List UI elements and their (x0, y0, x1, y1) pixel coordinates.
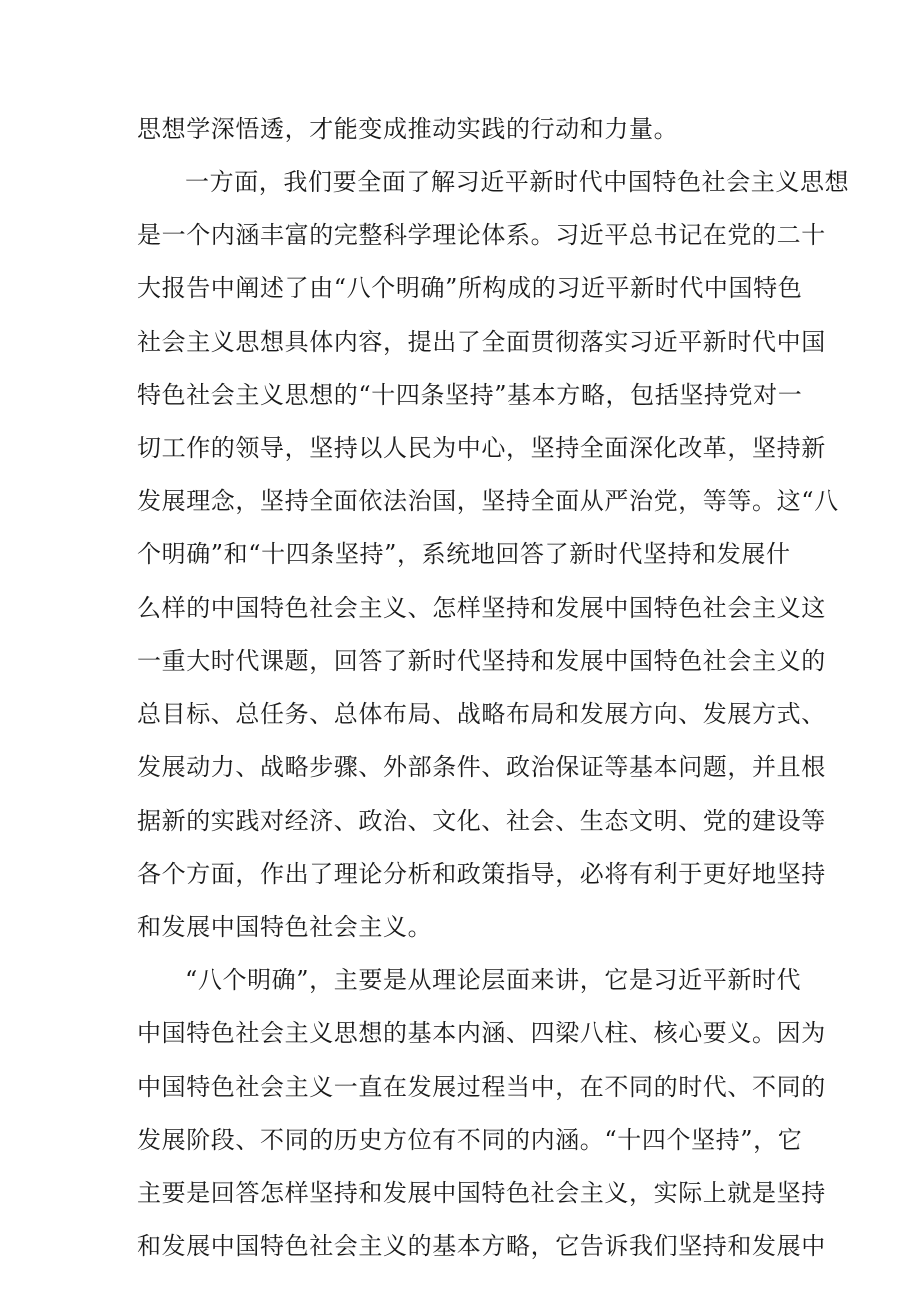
text-line: 发展理念，坚持全面依法治国，坚持全面从严治党，等等。这“八 (137, 487, 839, 515)
text-line: 个明确”和“十四条坚持”，系统地回答了新时代坚持和发展什 (137, 540, 791, 568)
text-line: 发展动力、战略步骤、外部条件、政治保证等基本问题，并且根 (137, 753, 826, 781)
text-line: 是一个内涵丰富的完整科学理论体系。习近平总书记在党的二十 (137, 221, 826, 249)
text-line: 主要是回答怎样坚持和发展中国特色社会主义，实际上就是坚持 (137, 1179, 826, 1207)
text-line: 特色社会主义思想的“十四条坚持”基本方略，包括坚持党对一 (137, 381, 803, 409)
text-line: 么样的中国特色社会主义、怎样坚持和发展中国特色社会主义这 (137, 594, 826, 622)
text-line: 中国特色社会主义一直在发展过程当中，在不同的时代、不同的 (137, 1073, 826, 1101)
text-line: 一重大时代课题，回答了新时代坚持和发展中国特色社会主义的 (137, 647, 826, 675)
text-line: 社会主义思想具体内容，提出了全面贯彻落实习近平新时代中国 (137, 328, 826, 356)
text-line: 思想学深悟透，才能变成推动实践的行动和力量。 (137, 115, 679, 143)
text-line: 发展阶段、不同的历史方位有不同的内涵。“十四个坚持”，它 (137, 1126, 803, 1154)
text-line: 和发展中国特色社会主义。 (137, 913, 433, 941)
text-line: 大报告中阐述了由“八个明确”所构成的习近平新时代中国特色 (137, 274, 803, 302)
text-line: 据新的实践对经济、政治、文化、社会、生态文明、党的建设等 (137, 807, 826, 835)
text-line: “八个明确”，主要是从理论层面来讲，它是习近平新时代 (185, 966, 802, 994)
text-line: 一方面，我们要全面了解习近平新时代中国特色社会主义思想 (185, 168, 850, 196)
text-line: 切工作的领导，坚持以人民为中心，坚持全面深化改革，坚持新 (137, 434, 826, 462)
text-line: 中国特色社会主义思想的基本内涵、四梁八柱、核心要义。因为 (137, 1019, 826, 1047)
text-line: 总目标、总任务、总体布局、战略布局和发展方向、发展方式、 (137, 700, 826, 728)
text-line: 和发展中国特色社会主义的基本方略，它告诉我们坚持和发展中 (137, 1232, 826, 1260)
text-line: 各个方面，作出了理论分析和政策指导，必将有利于更好地坚持 (137, 860, 826, 888)
